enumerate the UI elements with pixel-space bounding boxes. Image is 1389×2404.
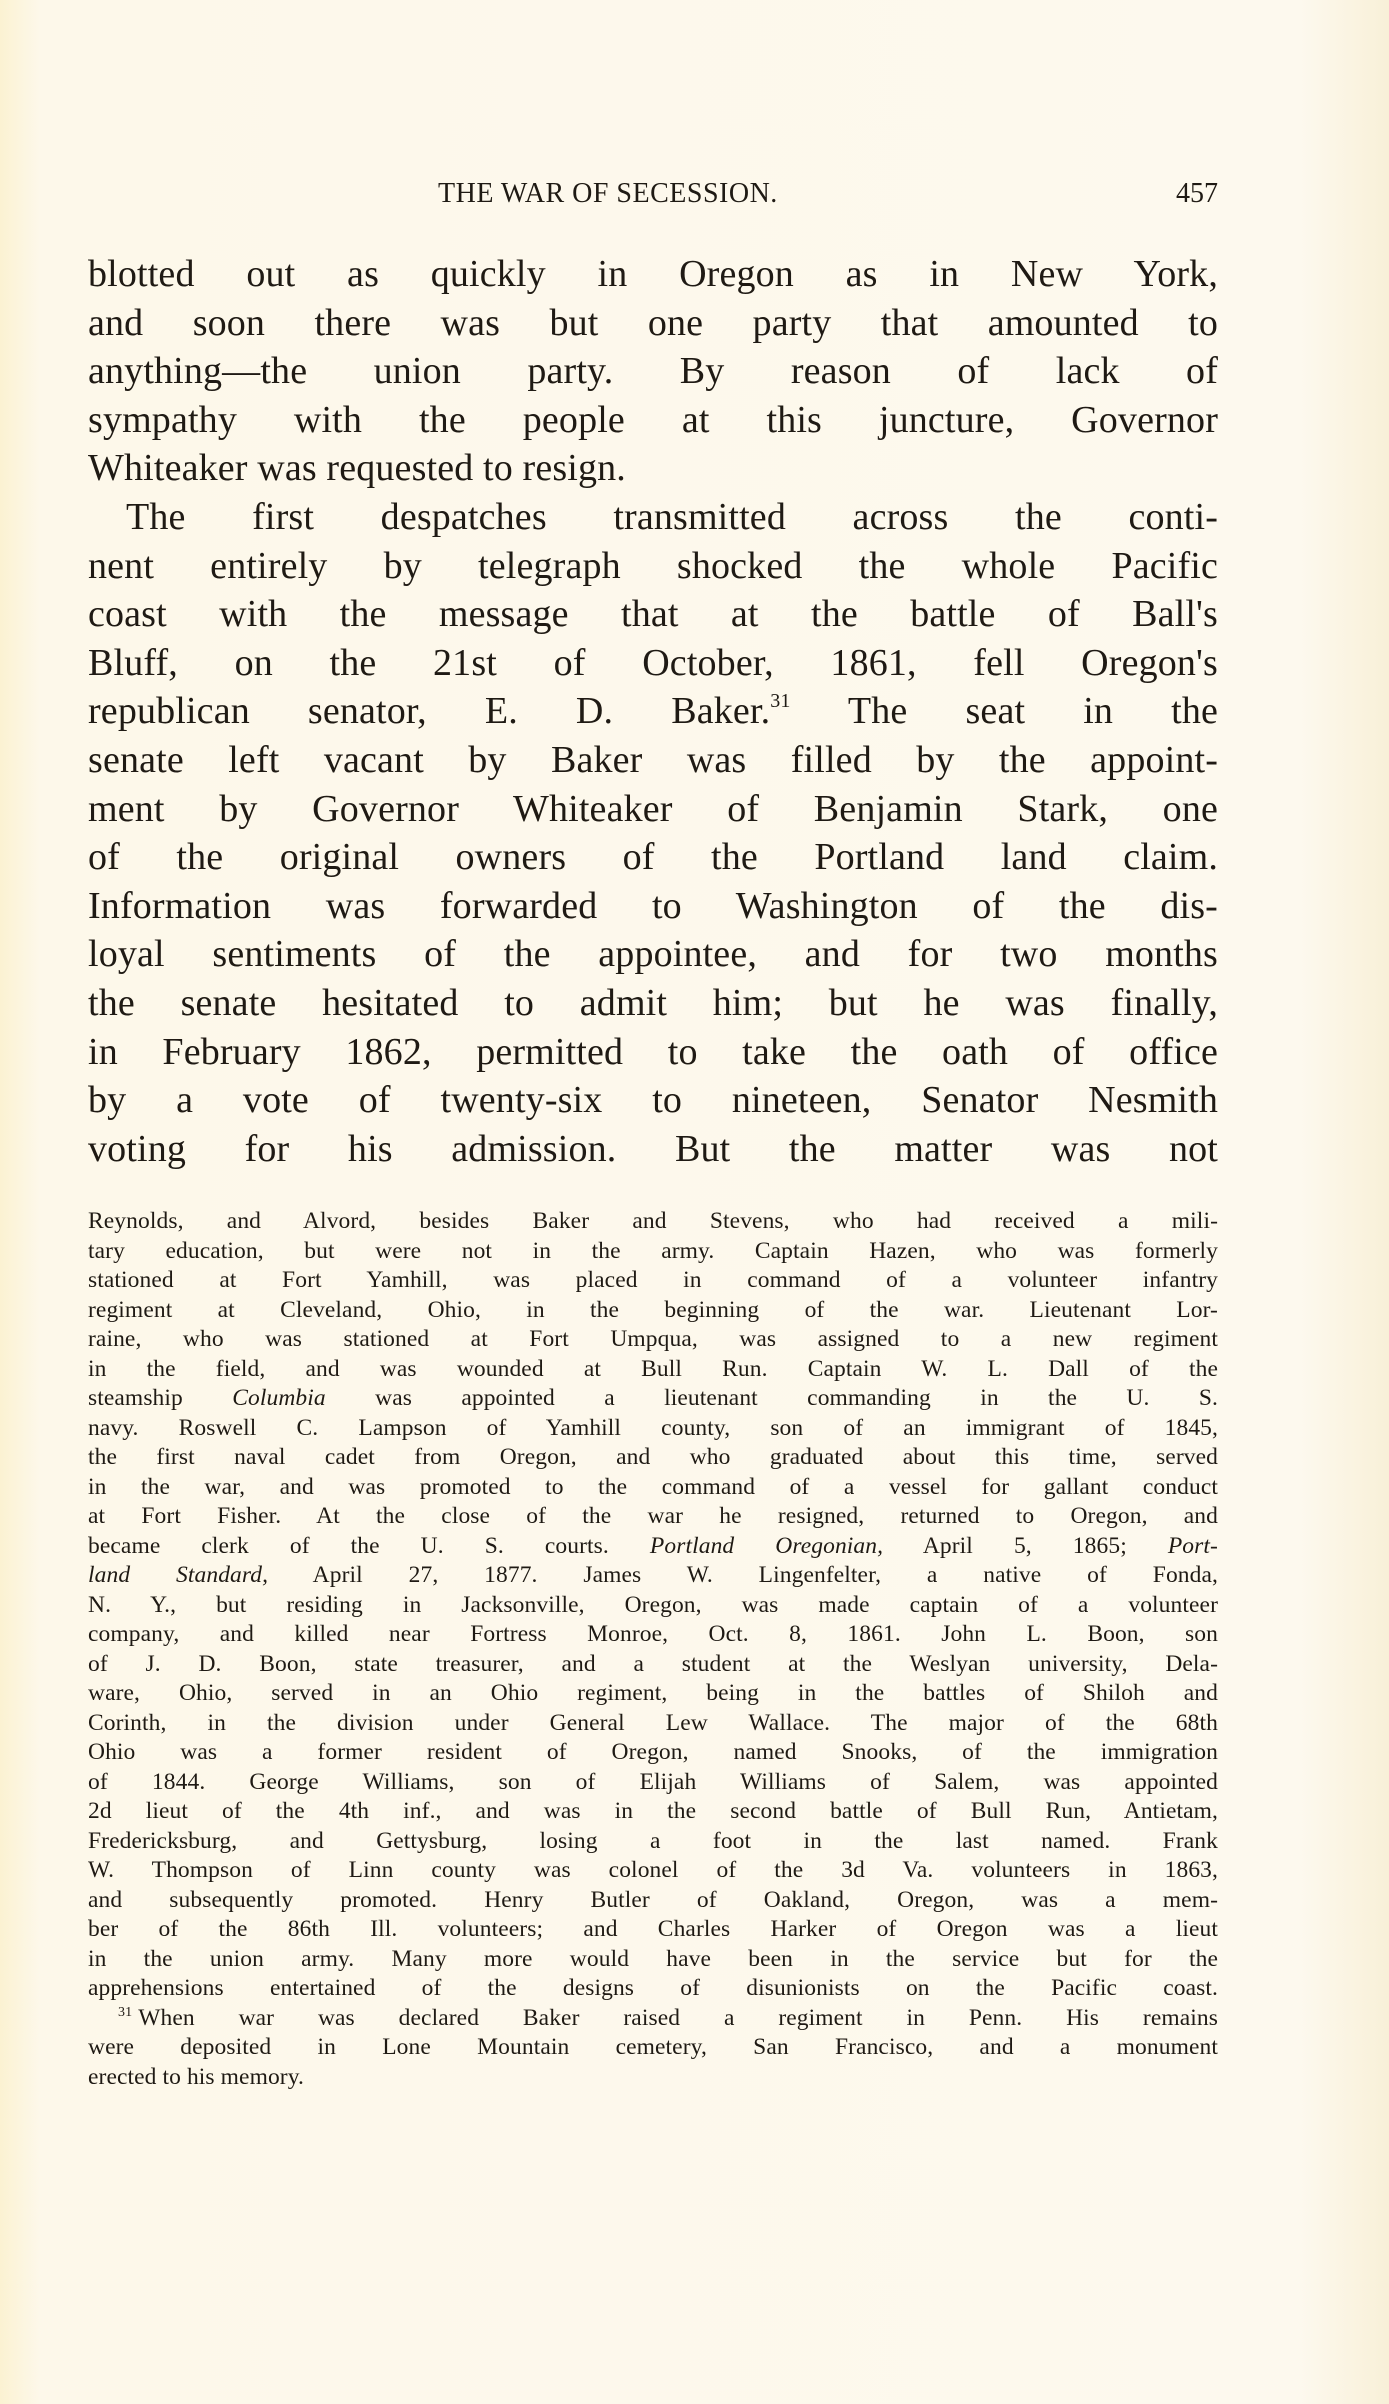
footnote-line: in the war, and was promoted to the command of a vessel for gallant conduct	[88, 1473, 1218, 1500]
text-segment: steamship	[88, 1385, 183, 1411]
footnote-line	[88, 2004, 1218, 2034]
newspaper-title: Portland Oregonian,	[649, 1532, 884, 1559]
footnote-line: and subsequently promoted. Henry Butler of Oakland, Oregon, was a mem-	[88, 1886, 1218, 1913]
text-line: blotted out as quickly in Oregon as in New York,	[88, 253, 1218, 295]
newspaper-title: land Standard,	[88, 1562, 269, 1588]
footnote-line	[88, 1561, 1218, 1591]
footnotes	[88, 1207, 1218, 2092]
footnote-line: W. Thompson of Linn county was colonel of the 3d Va. volunteers in 1863,	[88, 1857, 1218, 1883]
footnote-line: Ohio was a former resident of Oregon, named Snooks, of the immigration	[88, 1739, 1218, 1765]
footnote-line: 2d lieut of the 4th inf., and was in the second battle of Bull Run, Antietam,	[88, 1798, 1218, 1824]
text-line: loyal sentiments of the appointee, and for two months	[88, 933, 1218, 976]
text-line: the senate hesitated to admit him; but he was finally,	[88, 981, 1218, 1024]
footnote-line: Reynolds, and Alvord, besides Baker and Stevens, who had received a mili-	[88, 1208, 1218, 1234]
footnote-line: company, and killed near Fortress Monroe, Oct. 8, 1861. John L. Boon, son	[88, 1621, 1218, 1647]
main-text	[88, 250, 1218, 1173]
text-segment: When war was declared Baker raised a regiment in Penn. His remains	[138, 2004, 1218, 2031]
footnote-line: apprehensions entertained of the designs of disunionists on the Pacific coast.	[88, 1975, 1218, 2001]
text-line: anything—the union party. By reason of lack of	[88, 350, 1218, 393]
text-segment: became clerk of the U. S. courts.	[88, 1532, 609, 1559]
text-line: senate left vacant by Baker was filled by the appoint-	[88, 738, 1218, 781]
footnote-line: tary education, but were not in the army. Captain Hazen, who was formerly	[88, 1237, 1218, 1264]
footnote-line	[88, 1384, 1218, 1414]
ship-name: Columbia	[232, 1385, 326, 1411]
footnote-line: at Fort Fisher. At the close of the war he resigned, returned to Oregon, and	[88, 1503, 1218, 1529]
footnote-line: navy. Roswell C. Lampson of Yamhill county, son of an immigrant of 1845,	[88, 1414, 1218, 1441]
footnote-line	[88, 1532, 1218, 1562]
running-title: THE WAR OF SECESSION.	[438, 178, 778, 209]
text-segment: The seat in the	[847, 690, 1218, 733]
text-line: sympathy with the people at this juncture, Governor	[88, 398, 1218, 441]
text-line: by a vote of twenty-six to nineteen, Senator Nesmith	[88, 1079, 1218, 1122]
paragraph-start: The first despatches transmitted across the conti-	[126, 495, 1218, 538]
text-line	[88, 687, 1218, 736]
text-line: Whiteaker was requested to resign.	[88, 447, 626, 490]
text-line: voting for his admission. But the matter was not	[88, 1127, 1218, 1170]
footnote-ref: 31	[770, 690, 791, 713]
footnote-line: ware, Ohio, served in an Ohio regiment, being in the battles of Shiloh and	[88, 1680, 1218, 1706]
footnote-line: the first naval cadet from Oregon, and who graduated about this time, served	[88, 1444, 1218, 1470]
text-segment: republican senator, E. D. Baker.	[88, 690, 771, 733]
text-line	[88, 493, 1218, 542]
footnote-line: Corinth, in the division under General Lew Wallace. The major of the 68th	[88, 1709, 1218, 1736]
newspaper-title: Port-	[1167, 1532, 1218, 1559]
text-line: nent entirely by telegraph shocked the whole Pacific	[88, 544, 1218, 587]
footnote-line: regiment at Cleveland, Ohio, in the beginning of the war. Lieutenant Lor-	[88, 1296, 1218, 1323]
text-line: Bluff, on the 21st of October, 1861, fell Oregon's	[88, 641, 1218, 684]
footnote-number: 31	[118, 2004, 133, 2020]
running-head	[88, 178, 1218, 228]
footnote-line: stationed at Fort Yamhill, was placed in command of a volunteer infantry	[88, 1267, 1218, 1293]
footnote-line: in the field, and was wounded at Bull Run. Captain W. L. Dall of the	[88, 1355, 1218, 1382]
text-line: and soon there was but one party that amounted to	[88, 301, 1218, 344]
text-line: of the original owners of the Portland land claim.	[88, 836, 1218, 879]
text-segment: April 5, 1865;	[922, 1532, 1127, 1559]
footnote-line: N. Y., but residing in Jacksonville, Oregon, was made captain of a volunteer	[88, 1591, 1218, 1618]
footnote-line: erected to his memory.	[88, 2063, 305, 2090]
footnote-line: of J. D. Boon, state treasurer, and a student at the Weslyan university, Dela-	[88, 1650, 1218, 1677]
text-line: ment by Governor Whiteaker of Benjamin Stark, one	[88, 787, 1218, 830]
text-line: in February 1862, permitted to take the oath of office	[88, 1030, 1218, 1073]
footnote-line: raine, who was stationed at Fort Umpqua, was assigned to a new regiment	[88, 1326, 1218, 1352]
text-segment: was appointed a lieutenant commanding in the U. S.	[375, 1385, 1218, 1411]
footnote-line: Fredericksburg, and Gettysburg, losing a foot in the last named. Frank	[88, 1827, 1218, 1854]
footnote-line: were deposited in Lone Mountain cemetery, San Francisco, and a monument	[88, 2034, 1218, 2060]
text-line: Information was forwarded to Washington of the dis-	[88, 884, 1218, 927]
page-number: 457	[1176, 178, 1218, 209]
footnote-line: in the union army. Many more would have been in the service but for the	[88, 1945, 1218, 1972]
text-segment: April 27, 1877. James W. Lingenfelter, a native of Fonda,	[312, 1562, 1218, 1588]
text-line: coast with the message that at the battle of Ball's	[88, 593, 1218, 636]
footnote-line: of 1844. George Williams, son of Elijah Williams of Salem, was appointed	[88, 1768, 1218, 1795]
footnote-line: ber of the 86th Ill. volunteers; and Charles Harker of Oregon was a lieut	[88, 1916, 1218, 1942]
